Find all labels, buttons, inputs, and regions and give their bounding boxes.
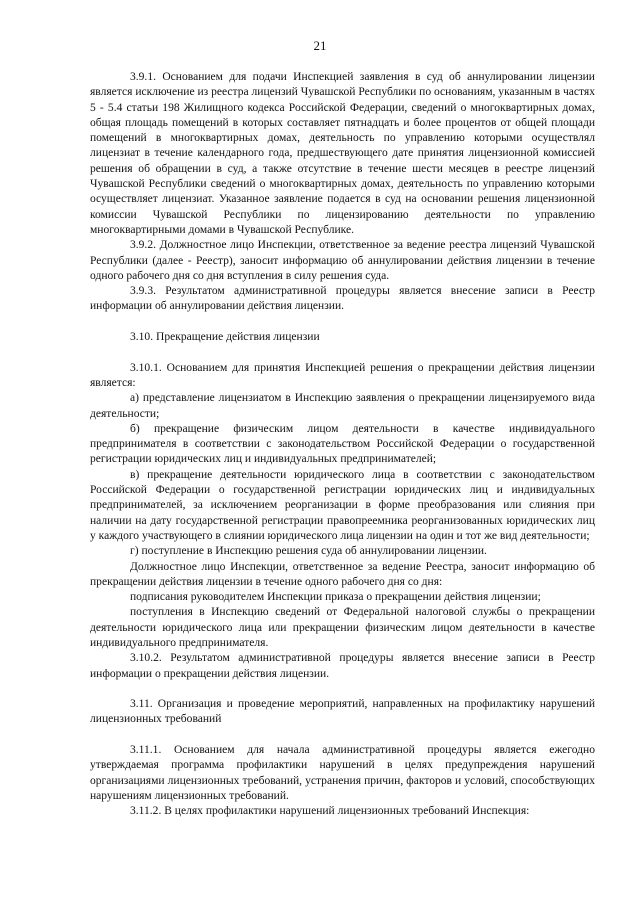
paragraph-tax-service: поступления в Инспекцию сведений от Федеральной налоговой службы о прекращении деятельности юридического лица или прекращении физическим лицом деятельности в качестве индивидуального предпринимателя. [90,606,595,649]
paragraph-3-11-1: 3.11.1. Основанием для начала административной процедуры является ежегодно утверждаемая программа профилактики нарушений в целях предупреждения нарушений организациями лицензионных требований, устранения причин, факторов и условий, способствующих нарушениям лицензионных требований. [90,744,595,802]
paragraph-3-10-2: 3.10.2. Результатом административной процедуры является внесение записи в Реестр информации о прекращении действия лицензии. [90,652,595,680]
section-heading-3-11: 3.11. Организация и проведение мероприятий, направленных на профилактику нарушений лицензионных требований [90,698,595,726]
list-item-v: в) прекращение деятельности юридического лица в соответствии с законодательством Российской Федерации о государственной регистрации юридических лиц и индивидуальных предпринимателей, за исключением реорганизации в форме преобразования или слияния при наличии на дату государственной регистрации правопреемника реорганизованных юридических лиц у каждого участвующего в слиянии юридического лица лицензии на один и тот же вид деятельности; [90,468,595,542]
paragraph-3-9-2: 3.9.2. Должностное лицо Инспекции, ответственное за ведение реестра лицензий Чувашской Республики (далее - Реестр), заносит информацию об аннулировании действия лицензии в течение одного рабочего дня со дня вступления в силу решения суда. [90,239,595,282]
page-number: 21 [313,38,327,53]
section-heading-3-10: 3.10. Прекращение действия лицензии [130,331,320,344]
document-body [90,70,595,820]
paragraph-3-9-1: 3.9.1. Основанием для подачи Инспекцией заявления в суд об аннулировании лицензии является исключение из реестра лицензий Чувашской Республики по основаниям, указанным в частях 5 - 5.4 статьи 198 Жилищного кодекса Российской Федерации, сведений о многоквартирных домах, общая площадь помещений в которых составляет пятнадцать и более процентов от общей площади помещений в многоквартирных домах, деятельность по управлению которыми осуществлял лицензиат в течение календарного года, предшествующего дате принятия лицензионной комиссией решения об обращении в суд, а также отсутствие в течение шести месяцев в реестре лицензий Чувашской Республики сведений о многоквартирных домах, деятельность по управлению которыми осуществляет лицензиат. Указанное заявление подается в суд на основании решения лицензионной комиссии Чувашской Республики по лицензированию деятельности по управлению многоквартирными домами в Чувашской Республике. [90,71,596,236]
paragraph-registry-officer: Должностное лицо Инспекции, ответственное за ведение Реестра, заносит информацию об прекращении действия лицензии в течение одного рабочего дня со дня: [90,560,595,588]
list-item-a: а) представление лицензиатом в Инспекцию заявления о прекращении лицензируемого вида деятельности; [90,392,595,420]
paragraph-3-10-1: 3.10.1. Основанием для принятия Инспекцией решения о прекращении действия лицензии является: [90,361,595,389]
paragraph-signing: подписания руководителем Инспекции приказа о прекращении действия лицензии; [130,591,541,604]
list-item-b: б) прекращение физическим лицом деятельности в качестве индивидуального предпринимателя в соответствии с законодательством Российской Федерации о государственной регистрации юридических лиц и индивидуальных предпринимателей; [90,422,595,466]
paragraph-3-11-2: 3.11.2. В целях профилактики нарушений лицензионных требований Инспекция: [130,805,530,818]
paragraph-3-9-3: 3.9.3. Результатом административной процедуры является внесение записи в Реестр информации об аннулировании действия лицензии. [90,285,595,313]
list-item-g: г) поступление в Инспекцию решения суда об аннулировании лицензии. [130,545,487,558]
